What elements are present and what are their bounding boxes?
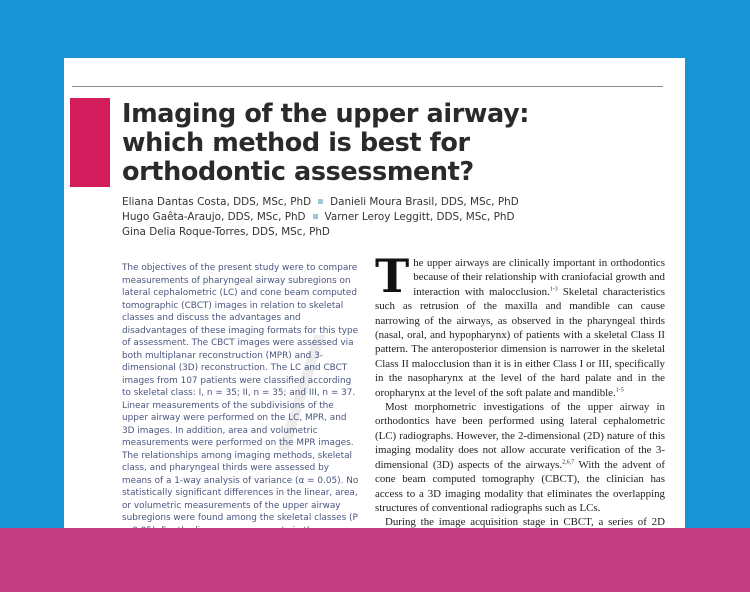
author-name: Gina Delia Roque-Torres, DDS, MSc, PhD <box>122 226 330 238</box>
author-row <box>122 210 642 225</box>
header-rule <box>72 86 663 87</box>
body-text: Skeletal characteristics such as retrusion of the maxilla and mandible can cause narrowing of the airways, as observed in the pharyngeal thirds (nasal, oral, and hypopharynx) of patients with a skeletal Class II pattern. The anteroposterior dimension is narrower in the skeletal Class II malocclusion than it is in either Class I or III, specifically in the nasopharynx at the level of the hard palate and in the oropharynx at the level of the soft palate and mandible. <box>375 285 665 399</box>
author-list <box>122 195 642 240</box>
title-accent-bar <box>70 98 110 187</box>
author-name: Danieli Moura Brasil, DDS, MSc, PhD <box>330 196 519 208</box>
author-name: Varner Leroy Leggitt, DDS, MSc, PhD <box>324 211 515 223</box>
citation: 2,6,7 <box>562 459 575 466</box>
article-title: Imaging of the upper airway: which method is best for orthodontic assessment? <box>122 99 530 187</box>
drop-cap: T <box>375 249 410 303</box>
citation: 1-3 <box>549 286 558 293</box>
author-separator <box>318 199 323 204</box>
body-column <box>375 249 665 559</box>
author-row <box>122 195 642 210</box>
body-text: During the image acquisition stage in CBCT, a series of 2D <box>385 516 665 529</box>
author-separator <box>313 214 318 219</box>
body-paragraph <box>375 249 665 400</box>
body-paragraph <box>375 400 665 515</box>
body-text: he upper airways are clinically important in orthodontics because of their relationship with craniofacial growth and interaction with malocclusion. <box>413 257 665 298</box>
body-text: With the advent of cone beam computed tomography (CBCT), the clinician has access to a 3D imaging modality that eliminates the overlapping structures of conventional radiographs such as LCs. <box>375 458 665 514</box>
author-name: Hugo Gaêta-Araujo, DDS, MSc, PhD <box>122 211 306 223</box>
abstract-text: The objectives of the present study were to compare measurements of pharyngeal airway subregions on lateral cephalometric (LC) and cone beam computed tomographic (CBCT) images in relation to skeletal classes and discuss the advantages and disadvantages of these imaging formats for this type of assessment. The CBCT images were assessed via both multiplanar reconstruction (MPR) and 3-dimensional (3D) reconstruction. The LC and CBCT images from 107 patients were classified according to skeletal class: I, n = 35; II, n = 35; and III, n = 37. Linear measurements of the subdivisions of the upper airway were performed on the LC, MPR, and 3D images. In addition, area and volumetric measurements were performed on the MPR images. The relationships among imaging methods, skeletal class, and pharyngeal thirds were assessed by means of a 1-way analysis of variance (α = 0.05). No statistically significant differences in the linear, area, or volumetric measurements of the upper airway subregions were found among the skeletal classes (P <box>122 263 359 523</box>
abstract <box>122 262 360 562</box>
background-watermark: ∕ <box>278 308 326 471</box>
footer-band <box>0 528 750 592</box>
author-row <box>122 225 642 240</box>
body-text: Most morphometric investigations of the upper airway in orthodontics have been performed using lateral cephalometric (LC) radiographs. However, the 2-dimensional (2D) nature of this imaging modality does not allow accurate verification of the 3-dimensional (3D) aspects of the airways. <box>375 401 665 471</box>
article-page <box>64 58 685 592</box>
citation: 1-5 <box>615 387 624 394</box>
author-name: Eliana Dantas Costa, DDS, MSc, PhD <box>122 196 312 208</box>
